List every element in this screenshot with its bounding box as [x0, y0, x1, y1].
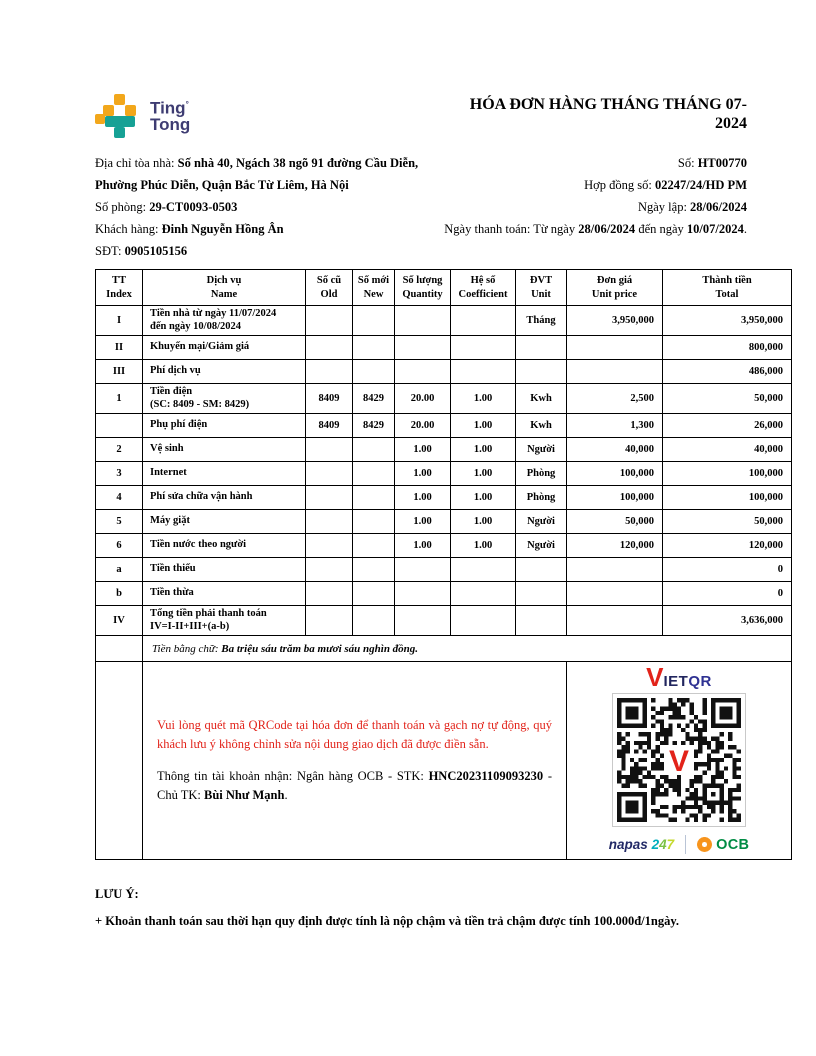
cell-unit: Người: [516, 510, 567, 534]
cell-unit-price: 1,300: [567, 414, 663, 438]
cell-old-reading: [306, 486, 353, 510]
cell-unit: Tháng: [516, 306, 567, 336]
cell-coefficient: 1.00: [451, 414, 516, 438]
cell-unit: [516, 336, 567, 360]
cell-index: a: [96, 558, 143, 582]
cell-total: 3,636,000: [663, 606, 792, 636]
cell-new-reading: [353, 360, 395, 384]
cell-unit: Phòng: [516, 486, 567, 510]
cell-quantity: 20.00: [395, 384, 451, 414]
cell-unit: [516, 606, 567, 636]
cell-total: 100,000: [663, 462, 792, 486]
info-row: [95, 240, 747, 262]
cell-new-reading: 8429: [353, 384, 395, 414]
cell-service-name: Phụ phí điện: [143, 414, 306, 438]
table-row: [96, 462, 792, 486]
cell-new-reading: [353, 582, 395, 606]
column-header-index: TT Index: [96, 270, 143, 306]
table-row: [96, 558, 792, 582]
cell-total: 100,000: [663, 486, 792, 510]
cell-service-name: Khuyến mại/Giảm giá: [143, 336, 306, 360]
cell-service-name: Tổng tiền phải thanh toán IV=I-II+III+(a-b): [143, 606, 306, 636]
cell-total: 0: [663, 582, 792, 606]
table-row: [96, 534, 792, 558]
cell-quantity: 20.00: [395, 414, 451, 438]
cell-total: 3,950,000: [663, 306, 792, 336]
cell-unit-price: 40,000: [567, 438, 663, 462]
cell-old-reading: [306, 306, 353, 336]
cell-service-name: Vệ sinh: [143, 438, 306, 462]
cell-index: IV: [96, 606, 143, 636]
trademark-mark: °: [185, 100, 189, 109]
invoice-title: [427, 95, 747, 133]
cell-index: b: [96, 582, 143, 606]
info-left: Số phòng: 29-CT0093-0503: [95, 200, 238, 214]
cell-index: I: [96, 306, 143, 336]
cell-old-reading: [306, 438, 353, 462]
cell-coefficient: [451, 606, 516, 636]
table-row: [96, 336, 792, 360]
cell-coefficient: 1.00: [451, 438, 516, 462]
cell-coefficient: 1.00: [451, 510, 516, 534]
info-row: [95, 174, 747, 196]
amount-in-words-row: [96, 636, 792, 662]
invoice-title-line2: 2024: [715, 115, 747, 132]
svg-text:V: V: [669, 745, 689, 779]
info-right: Ngày thanh toán: Từ ngày 28/06/2024 đến ngày 10/07/2024.: [444, 222, 747, 236]
info-row: [95, 152, 747, 174]
invoice-title-line1: HÓA ĐƠN HÀNG THÁNG THÁNG 07-: [469, 96, 747, 113]
cell-unit: Kwh: [516, 384, 567, 414]
cell-quantity: [395, 558, 451, 582]
cell-coefficient: 1.00: [451, 534, 516, 558]
cell-index: [96, 414, 143, 438]
cell-coefficient: [451, 306, 516, 336]
cell-old-reading: [306, 360, 353, 384]
cell-new-reading: [353, 336, 395, 360]
cell-unit-price: [567, 360, 663, 384]
cell-quantity: 1.00: [395, 534, 451, 558]
cell-unit-price: 2,500: [567, 384, 663, 414]
footer-note-title: LƯU Ý:: [95, 887, 139, 901]
cell-service-name: Phí sửa chữa vận hành: [143, 486, 306, 510]
cell-new-reading: [353, 486, 395, 510]
cell-new-reading: 8429: [353, 414, 395, 438]
cell-total: 50,000: [663, 384, 792, 414]
cell-quantity: [395, 360, 451, 384]
cell-new-reading: [353, 462, 395, 486]
amount-in-words-index-cell: [96, 636, 143, 662]
payment-row: [96, 662, 792, 860]
cell-quantity: 1.00: [395, 486, 451, 510]
cell-index: 5: [96, 510, 143, 534]
cell-index: III: [96, 360, 143, 384]
column-header-name: Dịch vụ Name: [143, 270, 306, 306]
qr-panel: [567, 662, 791, 854]
cell-unit: Người: [516, 534, 567, 558]
invoice-table-head: [96, 270, 792, 306]
cell-unit-price: 100,000: [567, 462, 663, 486]
cell-service-name: Tiền thiếu: [143, 558, 306, 582]
cell-total: 50,000: [663, 510, 792, 534]
table-row: [96, 306, 792, 336]
column-header-unit: ĐVT Unit: [516, 270, 567, 306]
vertical-divider: [685, 835, 686, 854]
cell-index: 2: [96, 438, 143, 462]
cell-new-reading: [353, 558, 395, 582]
cell-unit-price: 3,950,000: [567, 306, 663, 336]
invoice-table-special: [96, 636, 792, 860]
payment-account-text: Thông tin tài khoản nhận: Ngân hàng OCB - STK: HNC20231109093230 - Chủ TK: Bùi Như Mạnh.: [157, 769, 552, 802]
info-row: [95, 196, 747, 218]
tingtong-logo-text: Ting° Tong: [150, 98, 191, 134]
cell-index: 3: [96, 462, 143, 486]
cell-index: 1: [96, 384, 143, 414]
table-row: [96, 606, 792, 636]
cell-quantity: 1.00: [395, 462, 451, 486]
cell-service-name: Tiền nước theo người: [143, 534, 306, 558]
qr-code: [612, 693, 746, 827]
cell-quantity: [395, 306, 451, 336]
cell-coefficient: [451, 558, 516, 582]
cell-coefficient: 1.00: [451, 384, 516, 414]
cell-total: 486,000: [663, 360, 792, 384]
cell-service-name: Tiền thừa: [143, 582, 306, 606]
cell-new-reading: [353, 534, 395, 558]
cell-old-reading: [306, 582, 353, 606]
ocb-logo: OCB: [697, 837, 749, 853]
cell-old-reading: [306, 606, 353, 636]
cell-service-name: Máy giặt: [143, 510, 306, 534]
table-row: [96, 486, 792, 510]
cell-unit-price: [567, 336, 663, 360]
cell-unit: Người: [516, 438, 567, 462]
cell-index: II: [96, 336, 143, 360]
payment-index-cell: [96, 662, 143, 860]
cell-unit-price: 100,000: [567, 486, 663, 510]
invoice-footer: [95, 887, 791, 929]
cell-service-name: Tiền nhà từ ngày 11/07/2024 đến ngày 10/08/2024: [143, 306, 306, 336]
cell-quantity: [395, 606, 451, 636]
info-left: Địa chỉ tòa nhà: Số nhà 40, Ngách 38 ngõ 91 đường Cầu Diễn,: [95, 156, 419, 170]
cell-total: 26,000: [663, 414, 792, 438]
cell-unit-price: 120,000: [567, 534, 663, 558]
info-right: Hợp đồng số: 02247/24/HD PM: [584, 178, 747, 192]
cell-service-name: Phí dịch vụ: [143, 360, 306, 384]
column-header-total: Thành tiền Total: [663, 270, 792, 306]
cell-unit-price: [567, 582, 663, 606]
cell-coefficient: [451, 360, 516, 384]
tingtong-logo: [95, 94, 190, 139]
cell-total: 0: [663, 558, 792, 582]
column-header-unit-price: Đơn giá Unit price: [567, 270, 663, 306]
amount-in-words-cell: Tiền bằng chữ: Ba triệu sáu trăm ba mươi sáu nghìn đồng.: [143, 636, 792, 662]
vietqr-v-letter: V: [646, 662, 664, 692]
cell-total: 120,000: [663, 534, 792, 558]
invoice-info: [95, 152, 747, 262]
cell-quantity: [395, 582, 451, 606]
cell-old-reading: [306, 510, 353, 534]
table-row: [96, 582, 792, 606]
qr-panel-cell: [567, 662, 792, 860]
cell-new-reading: [353, 606, 395, 636]
cell-old-reading: 8409: [306, 414, 353, 438]
info-left: SĐT: 0905105156: [95, 244, 188, 258]
cell-total: 800,000: [663, 336, 792, 360]
cell-unit: [516, 360, 567, 384]
cell-unit: Kwh: [516, 414, 567, 438]
cell-coefficient: 1.00: [451, 486, 516, 510]
table-row: [96, 510, 792, 534]
cell-service-name: Tiền điện (SC: 8409 - SM: 8429): [143, 384, 306, 414]
cell-unit-price: 50,000: [567, 510, 663, 534]
info-left: Khách hàng: Đinh Nguyễn Hồng Ân: [95, 222, 284, 236]
payment-instructions-cell: [143, 662, 567, 860]
tingtong-cross-icon: [95, 94, 143, 139]
column-header-new: Số mới New: [353, 270, 395, 306]
cell-quantity: 1.00: [395, 438, 451, 462]
cell-old-reading: [306, 336, 353, 360]
cell-new-reading: [353, 510, 395, 534]
cell-unit: Phòng: [516, 462, 567, 486]
info-right: Số: HT00770: [677, 156, 747, 170]
cell-quantity: 1.00: [395, 510, 451, 534]
column-header-quantity: Số lượng Quantity: [395, 270, 451, 306]
payment-networks: [609, 835, 749, 854]
cell-unit-price: [567, 558, 663, 582]
cell-index: 6: [96, 534, 143, 558]
cell-new-reading: [353, 438, 395, 462]
cell-quantity: [395, 336, 451, 360]
info-left: Phường Phúc Diễn, Quận Bắc Từ Liêm, Hà Nội: [95, 178, 349, 192]
cell-coefficient: [451, 582, 516, 606]
column-header-coefficient: Hệ số Coefficient: [451, 270, 516, 306]
column-header-old: Số cũ Old: [306, 270, 353, 306]
vietqr-logo: V IET QR: [646, 662, 712, 692]
qr-code-svg: [617, 698, 741, 822]
cell-unit: [516, 558, 567, 582]
info-right: Ngày lập: 28/06/2024: [637, 200, 747, 214]
cell-total: 40,000: [663, 438, 792, 462]
cell-new-reading: [353, 306, 395, 336]
cell-coefficient: 1.00: [451, 462, 516, 486]
cell-old-reading: [306, 534, 353, 558]
cell-index: 4: [96, 486, 143, 510]
ocb-ring-icon: [697, 837, 712, 852]
footer-note-body: + Khoản thanh toán sau thời hạn quy định được tính là nộp chậm và tiền trả chậm được tính 100.000đ/1ngày.: [95, 914, 680, 928]
table-row: [96, 360, 792, 384]
invoice-header: [95, 94, 747, 139]
cell-unit: [516, 582, 567, 606]
invoice-table: [95, 269, 792, 860]
cell-old-reading: 8409: [306, 384, 353, 414]
cell-old-reading: [306, 462, 353, 486]
cell-service-name: Internet: [143, 462, 306, 486]
table-row: [96, 414, 792, 438]
table-row: [96, 384, 792, 414]
payment-notice-text: Vui lòng quét mã QRCode tại hóa đơn để thanh toán và gạch nợ tự động, quý khách lưu ý không chỉnh sửa nội dung giao dịch đã được điền sẵn.: [157, 718, 552, 751]
cell-coefficient: [451, 336, 516, 360]
table-row: [96, 438, 792, 462]
cell-old-reading: [306, 558, 353, 582]
invoice-table-body: [96, 306, 792, 636]
napas-247-logo: napas 247: [608, 837, 675, 852]
info-row: [95, 218, 747, 240]
invoice-table-header-row: [96, 270, 792, 306]
cell-unit-price: [567, 606, 663, 636]
